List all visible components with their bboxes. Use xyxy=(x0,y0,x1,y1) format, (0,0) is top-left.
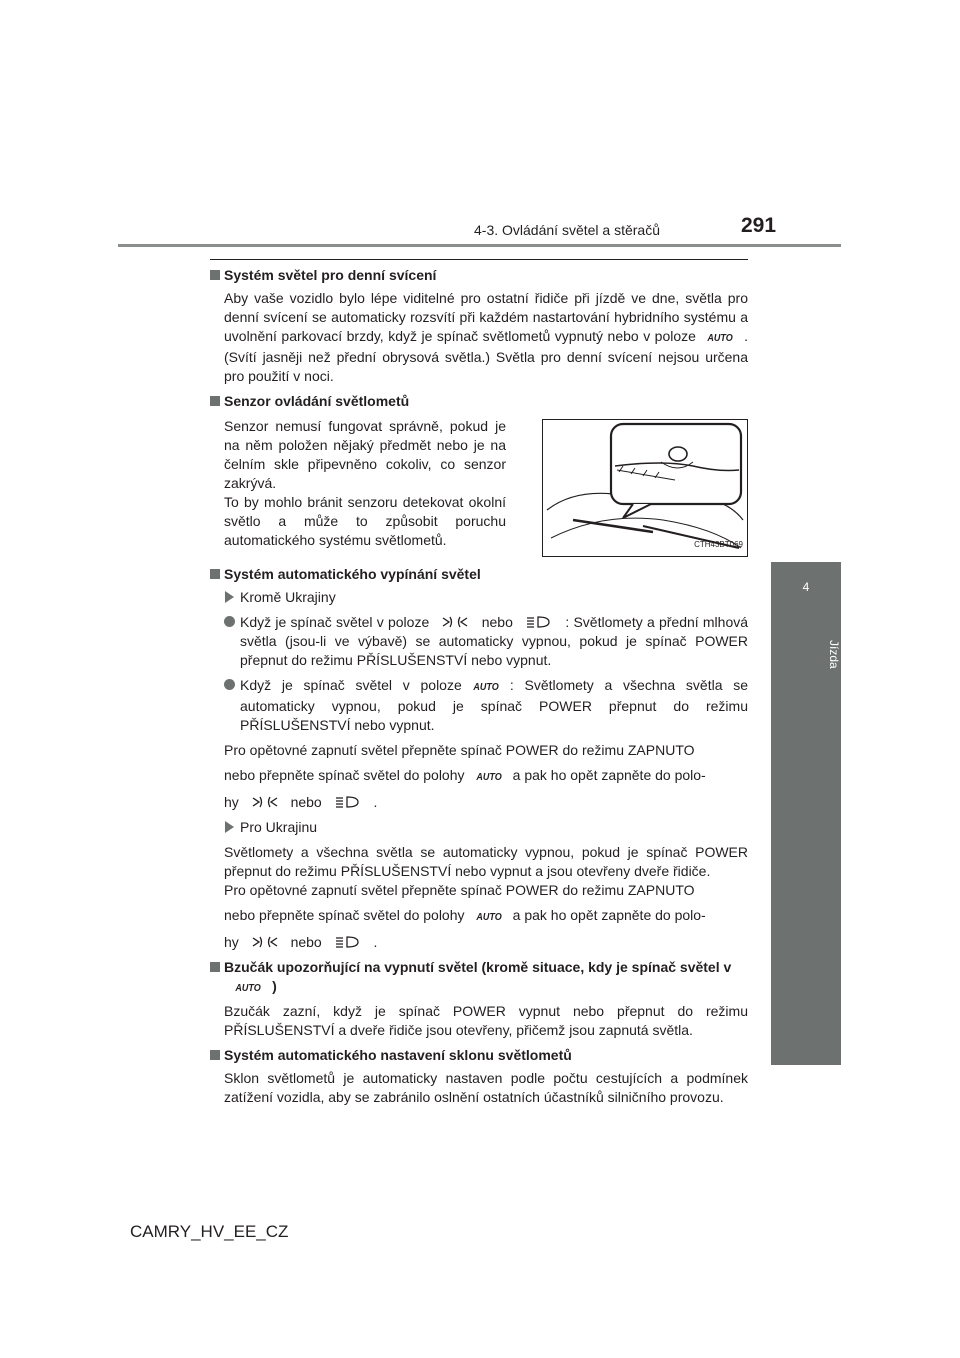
sensor-block xyxy=(224,417,748,557)
text: Když je spínač světel v poloze xyxy=(240,614,430,630)
text: : Světlomety a přední mlhová světla (jsou-li ve výbavě) se automaticky vypnou, pokud je spínač POWER přepnut do režimu PŘÍSLUŠENSTVÍ nebo vypnut. xyxy=(240,614,749,668)
section-heading xyxy=(210,392,748,411)
headlight-icon xyxy=(525,615,553,629)
list-item xyxy=(240,613,748,670)
square-bullet-icon xyxy=(210,1050,220,1060)
paragraph xyxy=(224,289,748,386)
text: a pak ho opět zapněte do polo- xyxy=(512,767,706,783)
text: a pak ho opět zapněte do polo- xyxy=(512,907,706,923)
arrow-bullet-icon xyxy=(225,821,234,833)
text: nebo přepněte spínač světel do polohy xyxy=(224,907,465,923)
paragraph: Bzučák zazní, když je spínač POWER vypnut nebo přepnut do režimu PŘÍSLUŠENSTVÍ a dveře řidiče jsou otevřeny, přičemž jsou zapnutá světla. xyxy=(224,1003,748,1038)
text: . xyxy=(373,794,378,810)
headlight-icon xyxy=(334,935,362,949)
chapter-tab-number: 4 xyxy=(771,562,841,630)
section-heading xyxy=(210,565,748,584)
content-rule xyxy=(210,259,748,260)
auto-off-title: Systém automatického vypínání světel xyxy=(224,566,481,582)
header-section-title: 4-3. Ovládání světel a stěračů xyxy=(474,222,660,238)
text: hy xyxy=(224,934,239,950)
text: Když je spínač světel v poloze xyxy=(240,677,462,693)
round-bullet-icon xyxy=(224,616,235,627)
square-bullet-icon xyxy=(210,270,220,280)
page-content xyxy=(210,266,748,1113)
tail-light-icon xyxy=(441,615,469,629)
round-bullet-icon xyxy=(224,679,235,690)
list-item xyxy=(240,676,748,735)
region-label xyxy=(240,818,748,837)
page-number: 291 xyxy=(741,214,777,237)
text: . (Svítí jasněji než přední obrysová světla.) Světla pro denní svícení nejsou určena pro použití v noci. xyxy=(224,328,748,384)
paragraph xyxy=(224,843,748,952)
text: hy xyxy=(224,794,239,810)
region-label xyxy=(240,588,748,607)
leveling-title: Systém automatického nastavení sklonu světlometů xyxy=(224,1047,572,1063)
text: nebo xyxy=(481,614,513,630)
square-bullet-icon xyxy=(210,396,220,406)
text: To by mohlo bránit senzoru detekovat okolní světlo a může to způsobit poruchu automatického systému světlometů. xyxy=(224,494,506,548)
sensor-text xyxy=(224,417,506,550)
text: Senzor nemusí fungovat správně, pokud je na něm položen nějaký předmět nebo je na čelním skle připevněno cokoliv, co senzor zakrývá. xyxy=(224,418,506,491)
auto-switch-icon: AUTO xyxy=(235,983,261,994)
header-rule xyxy=(118,244,841,247)
chapter-tab-strip xyxy=(771,630,841,1065)
text: Pro opětovné zapnutí světel přepněte spínač POWER do režimu ZAPNUTO xyxy=(224,742,695,758)
footer-code: CAMRY_HV_EE_CZ xyxy=(130,1222,289,1241)
text: . xyxy=(373,934,378,950)
text: Pro Ukrajinu xyxy=(240,819,318,835)
text: Bzučák upozorňující na vypnutí světel (kromě situace, kdy je spínač světel v xyxy=(224,959,732,975)
text: Aby vaše vozidlo bylo lépe viditelné pro ostatní řidiče při jízdě ve dne, světla pro denní svícení se automaticky rozsvítí při každém nastartování hybridního systému a uvolnění parkovací brzdy, když je spínač světlometů vypnutý nebo xyxy=(224,290,748,344)
square-bullet-icon xyxy=(210,962,220,972)
chapter-tab-label: Jízda xyxy=(827,639,841,669)
text: v poloze xyxy=(643,328,696,344)
text: nebo xyxy=(290,794,322,810)
text: Kromě Ukrajiny xyxy=(240,589,336,605)
section-heading xyxy=(210,266,748,285)
tail-light-icon xyxy=(251,795,279,809)
text: : Světlomety a všechna světla se automaticky vypnou, pokud je spínač POWER přepnut do režimu PŘÍSLUŠENSTVÍ nebo vypnut. xyxy=(240,677,749,733)
paragraph xyxy=(224,741,748,812)
text: nebo přepněte spínač světel do polohy xyxy=(224,767,465,783)
arrow-bullet-icon xyxy=(225,591,234,603)
text: Světlomety a všechna světla se automaticky vypnou, pokud je spínač POWER přepnut do režimu PŘÍSLUŠENSTVÍ nebo vypnut a jsou otevřeny dveře řidiče. xyxy=(224,844,748,879)
text: nebo xyxy=(290,934,322,950)
text: ) xyxy=(272,978,277,994)
sensor-title: Senzor ovládání světlometů xyxy=(224,393,410,409)
section-heading xyxy=(210,1046,748,1065)
figure-code: CTH43BT069 xyxy=(694,540,743,549)
square-bullet-icon xyxy=(210,569,220,579)
paragraph: Sklon světlometů je automaticky nastaven podle počtu cestujících a podmínek zatížení vozidla, aby se zabránilo oslnění ostatních účastníků silničního provozu. xyxy=(224,1070,748,1105)
auto-switch-icon: AUTO xyxy=(473,682,499,693)
auto-switch-icon: AUTO xyxy=(475,772,502,783)
section-heading xyxy=(210,958,748,998)
auto-switch-icon: AUTO xyxy=(707,333,733,344)
auto-switch-icon: AUTO xyxy=(475,912,502,923)
text: Pro opětovné zapnutí světel přepněte spínač POWER do režimu ZAPNUTO xyxy=(224,882,695,898)
tail-light-icon xyxy=(251,935,279,949)
sensor-illustration xyxy=(542,419,748,557)
headlight-icon xyxy=(334,795,362,809)
drl-title: Systém světel pro denní svícení xyxy=(224,267,437,283)
